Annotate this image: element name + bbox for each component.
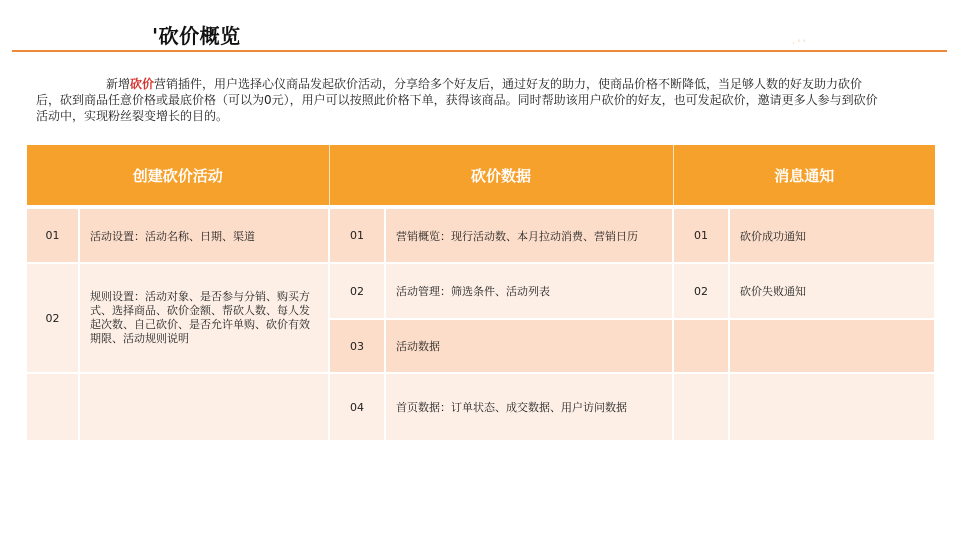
- data-item-text: 活动管理：筛选条件、活动列表: [385, 263, 673, 319]
- data-item-num: 03: [329, 319, 385, 373]
- create-item-text: 规则设置：活动对象、是否参与分销、购买方式、选择商品、砍价金额、帮砍人数、每人发起次数、自己砍价、是否允许单购、砍价有效期限、活动规则说明: [79, 263, 329, 373]
- data-item-num: 04: [329, 373, 385, 441]
- create-item-text: 活动设置：活动名称、日期、渠道: [79, 209, 329, 263]
- title-underline: [12, 50, 947, 52]
- corner-decoration: · ' ': [792, 39, 806, 49]
- empty-cell: [673, 319, 729, 373]
- empty-cell: [729, 373, 935, 441]
- data-item-text: 活动数据: [385, 319, 673, 373]
- header-create-activity: 创建砍价活动: [27, 145, 329, 205]
- feature-table: [27, 145, 936, 442]
- create-item-num: 02: [27, 263, 79, 373]
- notify-item-num: 01: [673, 209, 729, 263]
- notify-item-text: 砍价成功通知: [729, 209, 935, 263]
- table-header-row: [27, 145, 935, 205]
- table-row: [27, 373, 935, 441]
- notify-item-text: 砍价失败通知: [729, 263, 935, 319]
- create-item-num: 01: [27, 209, 79, 263]
- notify-item-num: 02: [673, 263, 729, 319]
- intro-text-start: 新增: [106, 77, 131, 91]
- empty-cell: [27, 373, 79, 441]
- data-item-num: 02: [329, 263, 385, 319]
- header-bargain-data: 砍价数据: [329, 145, 673, 205]
- header-notifications: 消息通知: [673, 145, 935, 205]
- data-item-text: 营销概览：现行活动数、本月拉动消费、营销日历: [385, 209, 673, 263]
- page-title: '砍价概览: [152, 24, 241, 48]
- data-item-num: 01: [329, 209, 385, 263]
- intro-text-rest: 营销插件，用户选择心仪商品发起砍价活动，分享给多个好友后，通过好友的助力，使商品价格不断降低，当足够人数的好友助力砍价后，砍到商品任意价格或最底价格（可以为0元），用户可以按照此价格下单，获得该商品。同时帮助该用户砍价的好友，也可发起砍价，邀请更多人参与到砍价活动中，实现粉丝裂变增长的目的。: [36, 77, 878, 123]
- empty-cell: [673, 373, 729, 441]
- intro-highlight: 砍价: [130, 77, 155, 91]
- intro-paragraph: [36, 76, 886, 124]
- data-item-text: 首页数据：订单状态、成交数据、用户访问数据: [385, 373, 673, 441]
- empty-cell: [79, 373, 329, 441]
- empty-cell: [729, 319, 935, 373]
- table-row: [27, 209, 935, 263]
- table-row: [27, 263, 935, 319]
